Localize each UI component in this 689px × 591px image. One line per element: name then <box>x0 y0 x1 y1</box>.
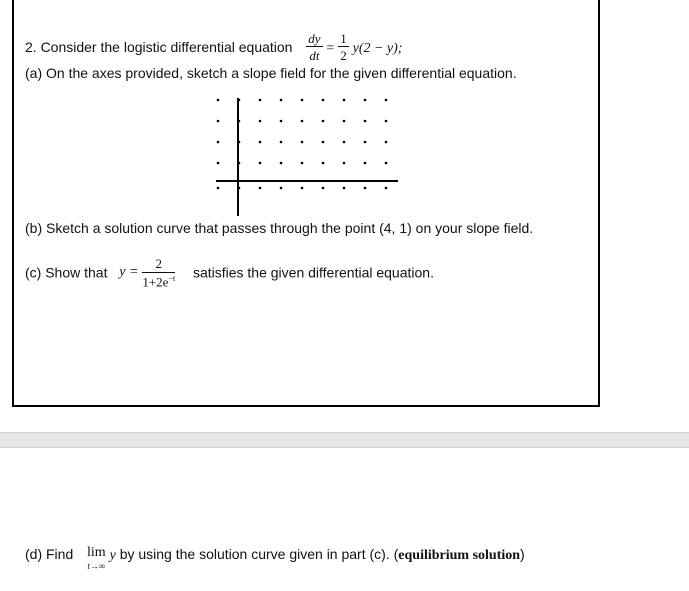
part-d-line: (d) Find lim t→∞ y by using the solution curve given in part (c). (equilibrium solution) <box>25 545 525 571</box>
one-half-fraction: $\frac{1}{2}$ <box>340 31 347 63</box>
limit-variable: y <box>109 548 116 563</box>
equals-sign: = <box>326 41 335 56</box>
slope-field-dot <box>322 187 325 190</box>
slope-field-dot <box>343 141 346 144</box>
slope-field-dot <box>322 162 325 165</box>
slope-field-dot <box>259 141 262 144</box>
slope-field-dot <box>238 162 241 165</box>
slope-field-dot <box>343 99 346 102</box>
slope-field-dot <box>259 162 262 165</box>
equation-rhs: y(2 − y); <box>352 41 403 56</box>
slope-field-dot <box>385 187 388 190</box>
part-c-lead: (c) Show that <box>25 264 108 281</box>
slope-field-dot <box>217 187 220 190</box>
slope-field-dot <box>301 187 304 190</box>
slope-field-dot <box>322 99 325 102</box>
slope-field-dot <box>364 141 367 144</box>
slope-field-dot <box>385 99 388 102</box>
part-b-text: (b) Sketch a solution curve that passes through the point (4, 1) on your slope field. <box>25 220 534 236</box>
part-d-lead: (d) Find <box>25 546 74 562</box>
slope-field-axes <box>210 92 410 220</box>
slope-field-dot <box>280 187 283 190</box>
solution-fraction: $\frac{2}{1+2e^{-t}}$ <box>142 256 176 290</box>
slope-field-dot <box>385 162 388 165</box>
limit-expression: lim t→∞ <box>87 545 106 571</box>
slope-field-dot <box>280 141 283 144</box>
question-2-line <box>25 32 402 62</box>
slope-field-dot <box>280 99 283 102</box>
slope-field-dot <box>343 187 346 190</box>
dy-dt-fraction: $\frac{dy}{dt}$ <box>308 31 321 63</box>
slope-field-dot <box>385 141 388 144</box>
slope-field-dot <box>364 162 367 165</box>
page-separator <box>0 432 689 448</box>
slope-field-dot <box>280 120 283 123</box>
part-c-tail: satisfies the given differential equation. <box>192 264 434 281</box>
slope-field-dot <box>343 162 346 165</box>
slope-field-dot <box>217 162 220 165</box>
slope-field-dot <box>238 141 241 144</box>
slope-field-dot <box>217 120 220 123</box>
equilibrium-solution-label: equilibrium solution <box>398 548 521 563</box>
question-2-intro: 2. Consider the logistic differential equation <box>25 39 293 55</box>
slope-field-dot <box>259 187 262 190</box>
slope-field-dot <box>322 120 325 123</box>
y-equals: y = <box>119 264 139 280</box>
slope-field-dot <box>238 120 241 123</box>
part-a-text: (a) On the axes provided, sketch a slope field for the given differential equation. <box>25 65 517 81</box>
slope-field-dot <box>259 99 262 102</box>
slope-field-dot <box>301 162 304 165</box>
slope-field-dot <box>301 141 304 144</box>
slope-field-dot <box>238 99 241 102</box>
slope-field-dot <box>385 120 388 123</box>
slope-field-dot <box>280 162 283 165</box>
slope-field-dot <box>217 99 220 102</box>
slope-field-dot <box>322 141 325 144</box>
slope-field-dots <box>217 99 388 190</box>
slope-field-dot <box>364 99 367 102</box>
slope-field-dot <box>364 120 367 123</box>
slope-field-dot <box>238 187 241 190</box>
slope-field-dot <box>259 120 262 123</box>
slope-field-dot <box>343 120 346 123</box>
slope-field-dot <box>301 99 304 102</box>
slope-field-dot <box>364 187 367 190</box>
slope-field-dot <box>217 141 220 144</box>
part-d-mid: by using the solution curve given in part (c). <box>119 546 390 562</box>
slope-field-dot <box>301 120 304 123</box>
part-c-line <box>25 257 434 288</box>
